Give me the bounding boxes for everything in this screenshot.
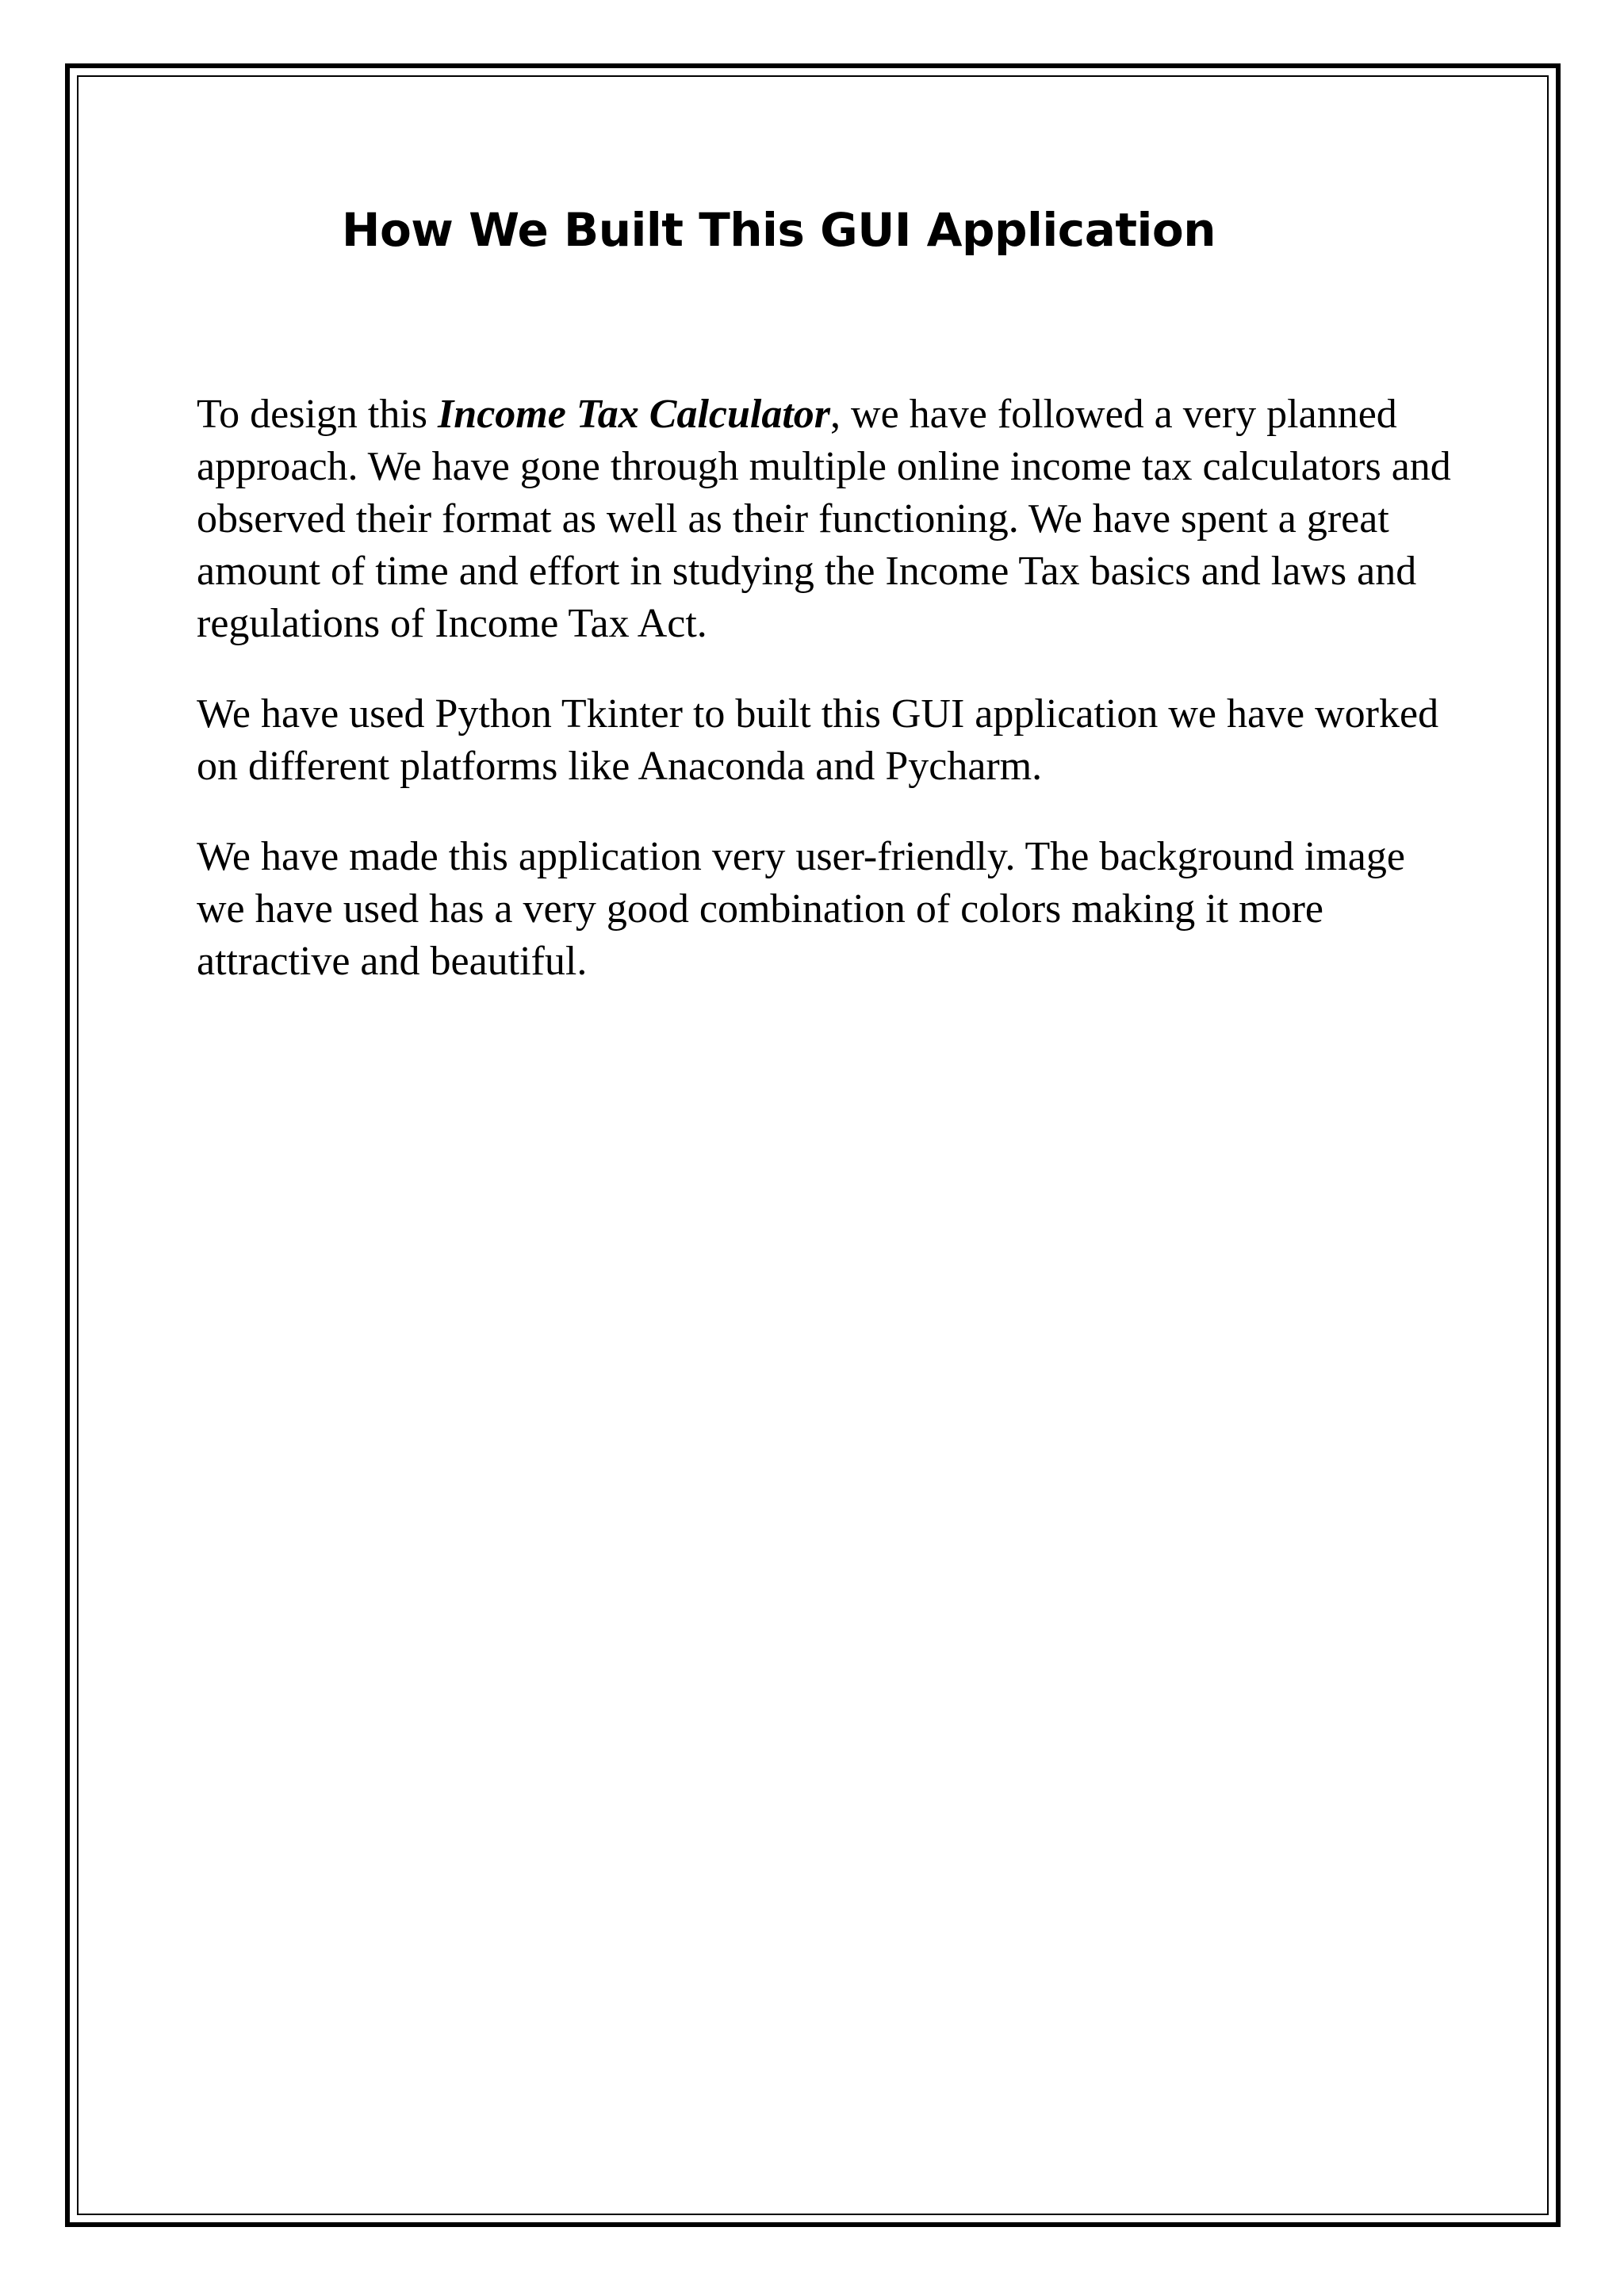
- document-body: [197, 388, 1457, 1026]
- page-title: How We Built This GUI Application: [341, 203, 1216, 257]
- paragraph-tools: We have used Python Tkinter to built this GUI application we have worked on different platforms like Anaconda and Pycharm.: [197, 691, 1439, 789]
- app-name-emphasis: Income Tax Calculator: [438, 392, 831, 437]
- paragraph-intro-rest: , we have followed a very planned approach. We have gone through multiple online income tax calculators and observed their format as well as their functioning. We have spent a great amount of time and effort in studying the Income Tax basics and laws and regulations of Income Tax Act.: [197, 392, 1451, 646]
- paragraph-design: We have made this application very user-friendly. The background image we have used has a very good combination of colors making it more attractive and beautiful.: [197, 834, 1405, 984]
- paragraph-intro: [197, 388, 1457, 650]
- paragraph-intro-start: To design this: [197, 392, 439, 437]
